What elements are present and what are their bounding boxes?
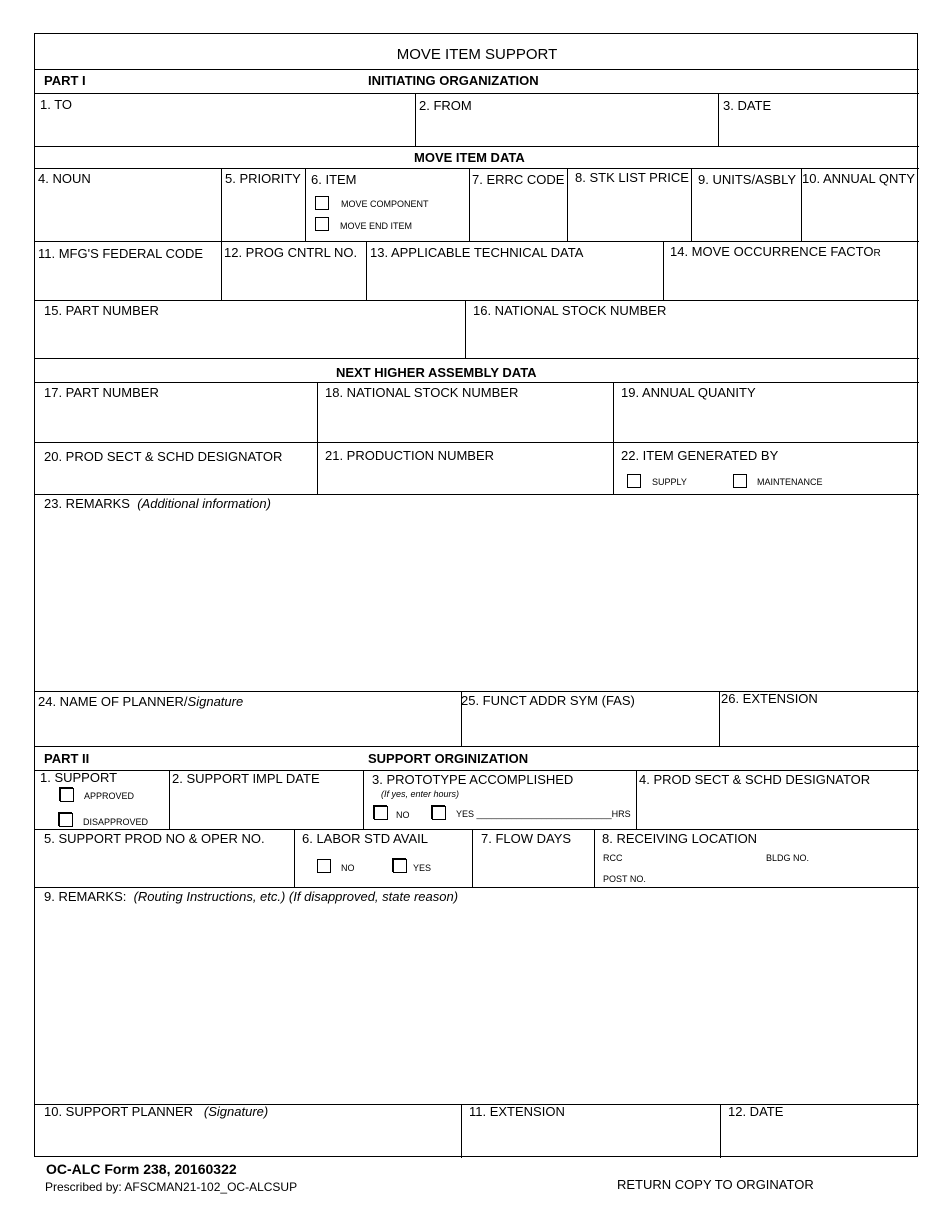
move-end-item-label: MOVE END ITEM xyxy=(340,221,413,231)
divider xyxy=(305,168,306,241)
annual-quanity-field[interactable]: 19. ANNUAL QUANITY xyxy=(621,385,756,400)
noun-field[interactable]: 4. NOUN xyxy=(38,171,91,186)
remarks-label-2: 9. REMARKS: (Routing Instructions, etc.) (If disapproved, state reason) xyxy=(44,889,459,904)
move-occurrence-factor-field[interactable]: 14. MOVE OCCURRENCE FACTOR xyxy=(670,244,881,259)
prod-sect-schd-designator-field[interactable]: 20. PROD SECT & SCHD DESIGNATOR xyxy=(44,449,283,464)
maintenance-label: MAINTENANCE xyxy=(757,477,823,487)
divider xyxy=(719,691,720,746)
divider xyxy=(465,300,466,358)
divider xyxy=(317,382,318,494)
divider xyxy=(691,168,692,241)
divider xyxy=(461,1104,462,1158)
part1-heading: INITIATING ORGANIZATION xyxy=(368,73,539,88)
part2-heading: SUPPORT ORGINIZATION xyxy=(368,751,529,766)
move-end-item-checkbox[interactable] xyxy=(315,217,329,231)
bldg-no-field[interactable]: BLDG NO. xyxy=(766,853,810,863)
errc-code-field[interactable]: 7. ERRC CODE xyxy=(472,172,565,187)
rcc-field[interactable]: RCC xyxy=(603,853,623,863)
prod-sect-schd-designator-field-2[interactable]: 4. PROD SECT & SCHD DESIGNATOR xyxy=(639,772,871,787)
stk-list-price-field[interactable]: 8. STK LIST PRICE xyxy=(575,170,689,185)
item-generated-by-label: 22. ITEM GENERATED BY xyxy=(621,448,779,463)
prototype-no-checkbox[interactable] xyxy=(374,806,388,820)
supply-checkbox[interactable] xyxy=(627,474,641,488)
prototype-yes-hours-field[interactable]: YES ___________________________HRS xyxy=(456,809,631,819)
remarks-area-2[interactable] xyxy=(35,904,919,1104)
move-component-checkbox[interactable] xyxy=(315,196,329,210)
move-item-support-form xyxy=(34,33,918,1157)
fas-field[interactable]: 25. FUNCT ADDR SYM (FAS) xyxy=(461,693,635,708)
applicable-technical-data-field[interactable]: 13. APPLICABLE TECHNICAL DATA xyxy=(370,245,584,260)
move-component-label: MOVE COMPONENT xyxy=(341,199,429,209)
nha-national-stock-number-field[interactable]: 18. NATIONAL STOCK NUMBER xyxy=(325,385,519,400)
disapproved-checkbox[interactable] xyxy=(59,813,73,827)
return-copy-note: RETURN COPY TO ORGINATOR xyxy=(617,1177,814,1192)
from-field[interactable]: 2. FROM xyxy=(419,98,472,113)
to-field[interactable]: 1. TO xyxy=(40,97,73,112)
maintenance-checkbox[interactable] xyxy=(733,474,747,488)
prototype-no-label: NO xyxy=(396,810,410,820)
prog-cntrl-no-field[interactable]: 12. PROG CNTRL NO. xyxy=(224,245,358,260)
labor-no-label: NO xyxy=(341,863,355,873)
supply-label: SUPPLY xyxy=(652,477,687,487)
divider xyxy=(469,168,470,241)
divider xyxy=(363,770,364,829)
date-field[interactable]: 3. DATE xyxy=(723,98,772,113)
mfg-federal-code-field[interactable]: 11. MFG'S FEDERAL CODE xyxy=(38,246,204,261)
nha-part-number-field[interactable]: 17. PART NUMBER xyxy=(44,385,159,400)
divider xyxy=(35,770,919,771)
divider xyxy=(35,746,919,747)
divider xyxy=(35,494,919,495)
divider xyxy=(35,241,919,242)
prescribed-by: Prescribed by: AFSCMAN21-102_OC-ALCSUP xyxy=(45,1180,298,1194)
divider xyxy=(35,168,919,169)
disapproved-label: DISAPPROVED xyxy=(83,817,149,827)
divider xyxy=(294,829,295,887)
labor-std-avail-label: 6. LABOR STD AVAIL xyxy=(302,831,428,846)
divider xyxy=(594,829,595,887)
divider xyxy=(720,1104,721,1158)
labor-no-checkbox[interactable] xyxy=(317,859,331,873)
extension-field[interactable]: 26. EXTENSION xyxy=(721,691,818,706)
divider xyxy=(636,770,637,829)
priority-field[interactable]: 5. PRIORITY xyxy=(225,171,301,186)
support-planner-field[interactable]: 10. SUPPORT PLANNER (Signature) xyxy=(44,1104,269,1119)
national-stock-number-field[interactable]: 16. NATIONAL STOCK NUMBER xyxy=(473,303,667,318)
post-no-field[interactable]: POST NO. xyxy=(603,874,646,884)
prototype-yes-checkbox[interactable] xyxy=(432,806,446,820)
remarks-label: 23. REMARKS (Additional information) xyxy=(44,496,271,511)
divider xyxy=(567,168,568,241)
divider xyxy=(35,358,919,359)
prototype-hint: (If yes, enter hours) xyxy=(381,789,460,799)
divider xyxy=(35,300,919,301)
divider xyxy=(221,168,222,300)
divider xyxy=(35,382,919,383)
divider xyxy=(366,241,367,300)
labor-yes-checkbox[interactable] xyxy=(393,859,407,873)
support-impl-date-field[interactable]: 2. SUPPORT IMPL DATE xyxy=(172,771,320,786)
divider xyxy=(35,93,919,94)
divider xyxy=(415,93,416,146)
labor-yes-label: YES xyxy=(413,863,432,873)
part2-label: PART II xyxy=(44,751,90,766)
divider xyxy=(472,829,473,887)
divider xyxy=(663,241,664,300)
support-label: 1. SUPPORT xyxy=(40,770,118,785)
name-of-planner-field[interactable]: 24. NAME OF PLANNER/Signature xyxy=(38,694,244,709)
flow-days-field[interactable]: 7. FLOW DAYS xyxy=(481,831,572,846)
nha-heading: NEXT HIGHER ASSEMBLY DATA xyxy=(336,365,537,380)
form-id: OC-ALC Form 238, 20160322 xyxy=(46,1161,237,1177)
divider xyxy=(35,146,919,147)
divider xyxy=(35,887,919,888)
part1-label: PART I xyxy=(44,73,86,88)
remarks-area[interactable] xyxy=(35,511,919,691)
receiving-location-label: 8. RECEIVING LOCATION xyxy=(602,831,758,846)
divider xyxy=(35,69,919,70)
form-title: MOVE ITEM SUPPORT xyxy=(396,46,558,63)
item-label: 6. ITEM xyxy=(311,172,357,187)
divider xyxy=(169,770,170,829)
divider xyxy=(35,829,919,830)
divider xyxy=(35,442,919,443)
annual-qnty-field[interactable]: 10. ANNUAL QNTY xyxy=(802,171,915,186)
date-field-2[interactable]: 12. DATE xyxy=(728,1104,784,1119)
part-number-field[interactable]: 15. PART NUMBER xyxy=(44,303,159,318)
production-number-field[interactable]: 21. PRODUCTION NUMBER xyxy=(325,448,495,463)
approved-label: APPROVED xyxy=(84,791,135,801)
approved-checkbox[interactable] xyxy=(60,788,74,802)
divider xyxy=(613,382,614,494)
support-prod-no-field[interactable]: 5. SUPPORT PROD NO & OPER NO. xyxy=(44,831,265,846)
prototype-accomplished-label: 3. PROTOTYPE ACCOMPLISHED xyxy=(372,772,574,787)
extension-field-2[interactable]: 11. EXTENSION xyxy=(469,1104,565,1119)
divider xyxy=(718,93,719,146)
move-item-data-heading: MOVE ITEM DATA xyxy=(414,150,525,165)
units-asbly-field[interactable]: 9. UNITS/ASBLY xyxy=(698,172,797,187)
